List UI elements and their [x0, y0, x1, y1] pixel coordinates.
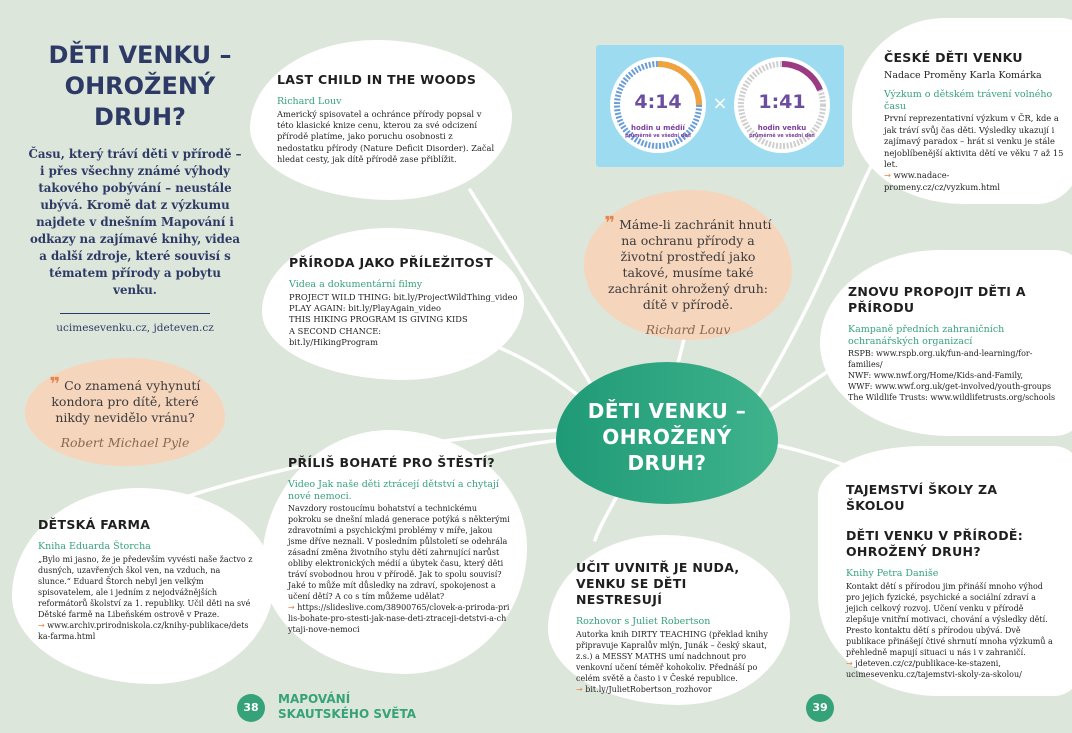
page-number-left: 38 — [237, 694, 265, 722]
arrow-icon: → — [288, 603, 298, 612]
card-propojit-title: ZNOVU PROPOJIT DĚTI A PŘÍRODU — [848, 284, 1026, 315]
card-bohate-link[interactable]: https://slideslive.com/38900765/clovek-a-priroda-prilis-bohate-pro-stesti-jak-nase-deti-ztraceji-detstvi-a-chytaji-nove-nemoci — [288, 603, 510, 634]
card-ucit — [576, 560, 772, 695]
card-propojit-line[interactable]: The Wildlife Trusts: www.wildlifetrusts.org/schools — [848, 393, 1056, 402]
card-bohate-title: PŘÍLIŠ BOHATÉ PRO ŠTĚSTÍ? — [288, 455, 495, 470]
card-propojit-line[interactable]: NWF: www.nwf.org/Home/Kids-and-Family, — [848, 371, 1024, 380]
footer-section-title — [278, 692, 416, 722]
card-priroda-line[interactable]: PLAY AGAIN: bit.ly/PlayAgain_video — [289, 302, 442, 313]
quote-pyle — [40, 374, 210, 451]
card-bohate — [288, 455, 510, 635]
footer-section-line2: SKAUTSKÉHO SVĚTA — [278, 707, 417, 721]
card-ucit-body: Autorka knih DIRTY TEACHING (překlad knihy připravuje Kapralův mlýn, Junák – český skaut, z.s.) a MESSY MATHS umí nadchnout pro venkovní učení téměř kohokoliv. Přednáší po celém světě a často i v České republice. — [576, 629, 768, 683]
infographic-left-value: 4:14 — [634, 91, 682, 113]
card-farma-body: „Bylo mi jasno, že je především vyvésti naše žactvo z dusných, uzavřených škol ven, na vzduch, na slunce.“ Eduard Štorch nebyl jen velkým spisovatelem, ale i jedním z nejodvážnějších reformátorů školství za 1. republiky. Učil děti na své Dětské farmě na Libeňském ostrově v Praze. — [38, 554, 253, 619]
card-ceske — [884, 50, 1064, 193]
card-ucit-sub: Rozhovor s Juliet Robertson — [576, 616, 711, 627]
infographic-right-label: hodin venku — [757, 124, 807, 132]
card-priroda-line[interactable]: bit.ly/HikingProgram — [289, 337, 378, 348]
card-priroda — [289, 255, 519, 349]
card-farma — [38, 517, 253, 642]
footer-section-line1: MAPOVÁNÍ — [278, 692, 351, 706]
card-propojit-sub: Kampaně předních zahraničních ochranářských organizací — [848, 324, 1005, 347]
card-priroda2-body: Kontakt dětí s přírodou jim přináší mnoho výhod pro jejich fyzické, psychické a sociální zdraví a jejich celkový rozvoj. Učení venku v přírodě zlepšuje vnitřní motivaci, chování a výsledky dětí. Presto kontaktu dětí s přírodou ubývá. Dvě publikace přinášejí čtivé shrnutí mnoha výzkumů a přehledně mapují situaci u nás i v zahraničí. — [846, 581, 1053, 657]
infographic-right-value: 1:41 — [758, 91, 806, 113]
left-intro: Času, který tráví děti v přírodě – i přes všechny známé výhody takového pobývání – neustále ubývá. Kromě dat z výzkumu najdete v dnešním Mapování i odkazy na zajímavé knihy, videa a další zdroje, které souvisí s tématem přírody a pobytu venku. — [28, 147, 242, 297]
card-last-child-author: Richard Louv — [277, 96, 342, 107]
quote-louv — [600, 213, 776, 338]
card-bohate-sub: Video Jak naše děti ztrácejí dětství a chytají nové nemoci. — [288, 479, 499, 502]
arrow-icon: → — [38, 620, 48, 630]
quote-mark-icon: ❞ — [604, 213, 616, 234]
infographic — [596, 45, 844, 167]
card-ceske-title: ČESKÉ DĚTI VENKU — [884, 50, 1023, 65]
quote-louv-author: Richard Louv — [645, 322, 731, 337]
card-ucit-title: UČIT UVNITŘ JE NUDA, VENKU SE DĚTI NESTRESUJÍ — [576, 560, 740, 607]
card-priroda-line[interactable]: PROJECT WILD THING: bit.ly/ProjectWildThing_video — [289, 291, 518, 302]
card-propojit-line[interactable]: WWF: www.wwf.org.uk/get-involved/youth-groups — [848, 382, 1052, 391]
page-number-right: 39 — [806, 694, 834, 722]
arrow-icon: → — [884, 170, 894, 181]
center-title: DĚTI VENKU – OHROŽENÝ DRUH? — [587, 399, 747, 475]
card-last-child-body: Americký spisovatel a ochránce přírody popsal v této klasické knize cenu, kterou za své odcizení přírodě platíme, jako poruchu osobnosti z nedostatku přírody (Nature Deficit Disorder). Začal hledat cesty, jak dítě přírodě zase přiblížit. — [277, 108, 495, 165]
quote-pyle-text: Co znamená vyhynutí kondora pro dítě, které nikdy nevidělo vránu? — [51, 378, 201, 425]
card-priroda2-sub: Knihy Petra Daniše — [846, 568, 939, 579]
card-farma-sub: Kniha Eduarda Štorcha — [38, 541, 151, 552]
card-tajemstvi-title: TAJEMSTVÍ ŠKOLY ZA ŠKOLOU — [846, 482, 998, 513]
quote-pyle-author: Robert Michael Pyle — [60, 435, 190, 450]
card-priroda-title: PŘÍRODA JAKO PŘÍLEŽITOST — [289, 255, 494, 270]
infographic-right-sub: průměrně ve všední den — [749, 134, 815, 139]
card-last-child — [277, 72, 497, 166]
arrow-icon: → — [576, 684, 586, 694]
infographic-left-sub: průměrně ve všední den — [625, 134, 691, 139]
card-ceske-sub: Výzkum o dětském trávení volného času — [884, 89, 1053, 112]
card-ceske-org: Nadace Proměny Karla Komárka — [884, 70, 1042, 81]
card-ucit-link[interactable]: bit.ly/JulietRobertson_rozhovor — [585, 684, 712, 694]
card-priroda-sub: Videa a dokumentární filmy — [289, 279, 423, 290]
card-farma-title: DĚTSKÁ FARMA — [38, 517, 151, 532]
card-priroda2-link[interactable]: jdeteven.cz/cz/publikace-ke-stazeni, ucimesevenku.cz/tajemstvi-skoly-za-skolou/ — [846, 658, 1022, 679]
card-propojit — [848, 284, 1064, 403]
card-ceske-link[interactable]: www.nadace-promeny.cz/cz/vyzkum.html — [884, 170, 1001, 192]
card-farma-link[interactable]: www.archiv.prirodniskola.cz/knihy-publikace/detska-farma.html — [38, 620, 249, 641]
card-tajemstvi — [846, 482, 1058, 680]
card-bohate-body: Navzdory rostoucímu bohatství a technickému pokroku se dnešní mladá generace potýká s některými zdravotními a psychickými problémy v míře, jakou jsme dříve neznali. V posledním půlstoletí se odehrála zásadní změna životního stylu dětí zahrnující narůst obliby elektronických médií a úbytek času, který děti tráví svobodnou hrou v přírodě. Jak to spolu souvisí? Jaké to může mít důsledky na zdraví, spokojenost a učení dětí? A co s tím můžeme udělat? — [288, 504, 510, 601]
quote-louv-text: Máme-li zachránit hnutí na ochranu přírody a životní prostředí jako takové, musíme také zachránit ohrožený druh: dítě v přírodě. — [608, 217, 772, 312]
card-priroda-line: THIS HIKING PROGRAM IS GIVING KIDS — [289, 314, 468, 325]
card-ceske-body: První reprezentativní výzkum v ČR, kde a jak tráví svůj čas děti. Výsledky ukazují i zajímavý paradox – hrát si venku je stále nejoblíbenější aktivita dětí ve věku 7 až 15 let. — [884, 113, 1064, 170]
card-priroda-line: A SECOND CHANCE: — [289, 325, 382, 336]
infographic-left-label: hodin u médií — [631, 124, 685, 132]
card-priroda2-title: DĚTI VENKU V PŘÍRODĚ: OHROŽENÝ DRUH? — [846, 528, 1024, 559]
left-divider — [60, 313, 210, 314]
card-last-child-title: LAST CHILD IN THE WOODS — [277, 72, 477, 87]
left-title: DĚTI VENKU – OHROŽENÝ DRUH? — [48, 41, 232, 131]
left-links: ucimesevenku.cz, jdeteven.cz — [56, 322, 214, 334]
card-propojit-line[interactable]: RSPB: www.rspb.org.uk/fun-and-learning/for-families/ — [848, 349, 1033, 369]
arrow-icon: → — [846, 658, 856, 668]
infographic-separator: × — [712, 93, 728, 114]
quote-mark-icon: ❞ — [49, 374, 61, 395]
